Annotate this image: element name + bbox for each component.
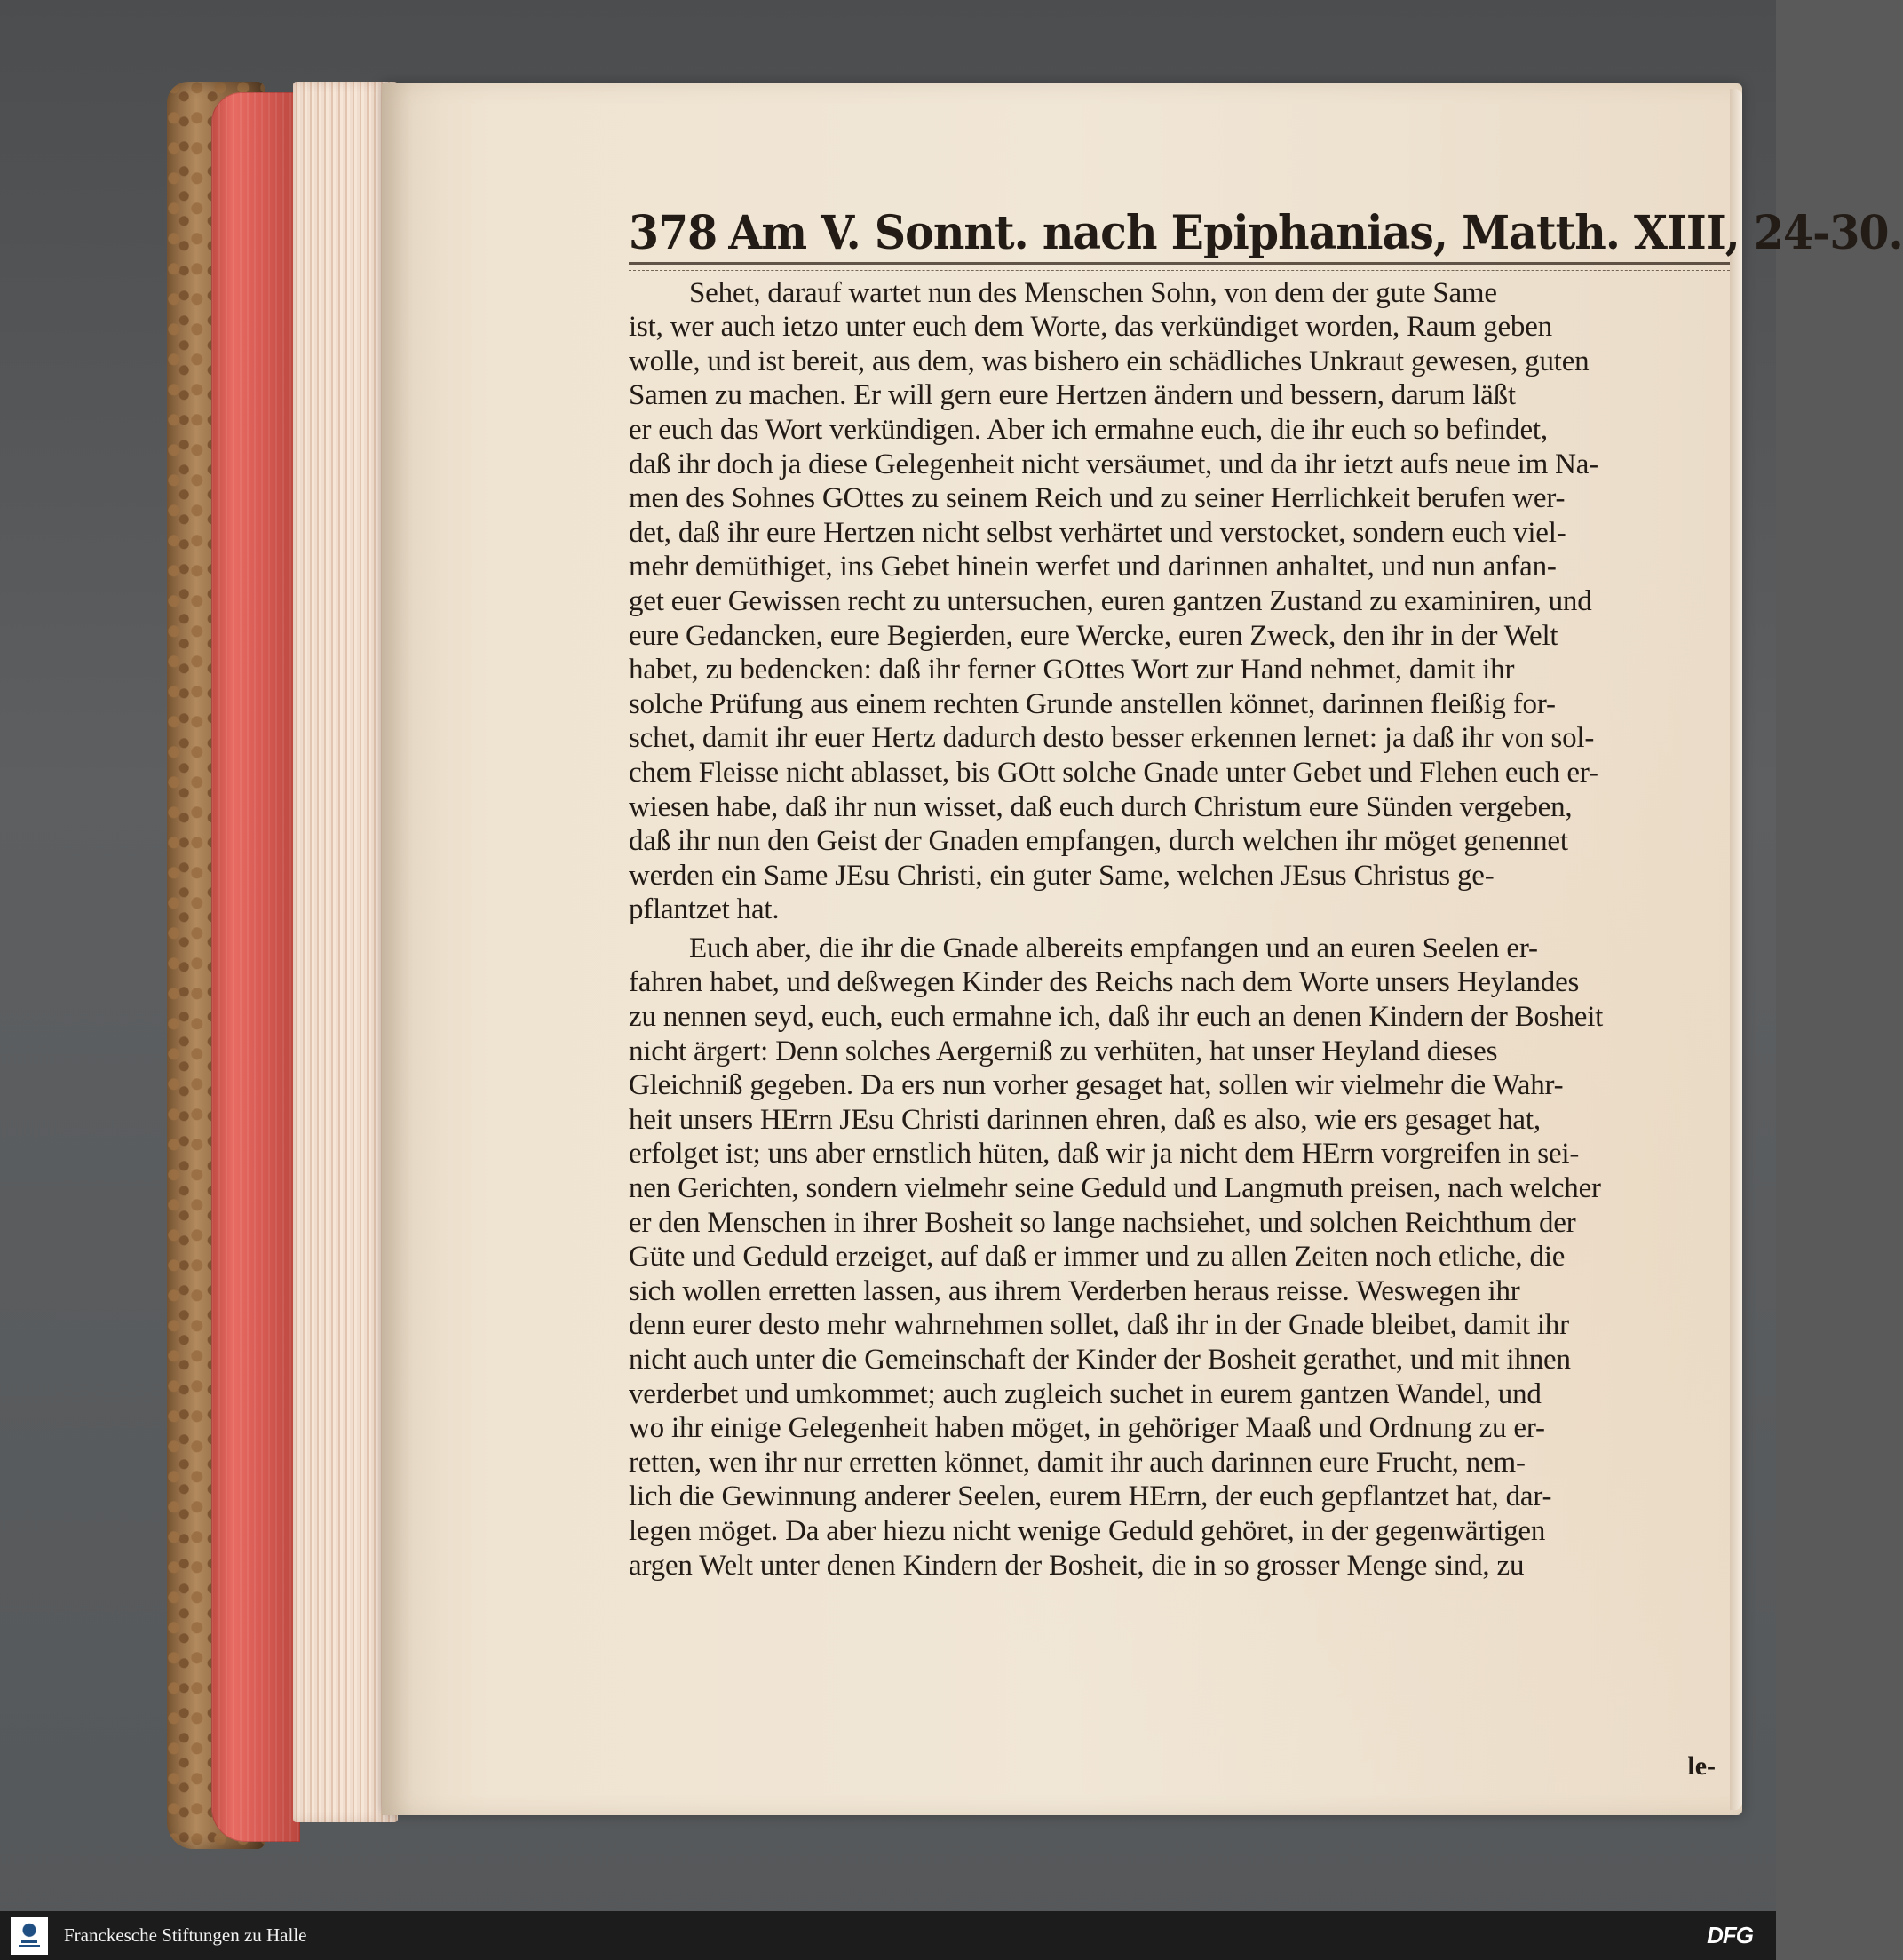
page-text-block [629, 206, 1903, 1781]
text-line: ist, wer auch ietzo unter euch dem Worte, das verkündiget worden, Raum geben [629, 311, 1552, 344]
text-line: verderbet und umkommet; auch zugleich suchet in eurem gantzen Wandel, und [629, 1377, 1542, 1410]
book-page [382, 83, 1903, 1815]
text-line: daß ihr nun den Geist der Gnaden empfangen, durch welchen ihr möget genennet [629, 825, 1568, 858]
text-line: er den Menschen in ihrer Bosheit so lange nachsiehet, und solchen Reichthum der [629, 1206, 1576, 1239]
header-rule [629, 262, 1730, 271]
viewer-footer [0, 1911, 1776, 1960]
text-line: det, daß ihr eure Hertzen nicht selbst verhärtet und verstocket, sondern euch viel- [629, 516, 1566, 549]
text-line: wiesen habe, daß ihr nun wisset, daß euch durch Christum eure Sünden vergeben, [629, 790, 1573, 823]
text-line: mehr demüthiget, ins Gebet hinein werfet und darinnen anhaltet, und nun anfan- [629, 551, 1557, 583]
funder-logo: DFG [1707, 1922, 1753, 1948]
text-line: solche Prüfung aus einem rechten Grunde anstellen könnet, darinnen fleißig for- [629, 687, 1556, 720]
text-line: retten, wen ihr nur erretten könnet, damit ihr auch darinnen eure Frucht, nem- [629, 1446, 1526, 1479]
text-line: erfolget ist; uns aber ernstlich hüten, daß wir ja nicht dem HErrn vorgreifen in sei- [629, 1138, 1580, 1170]
text-line: Samen zu machen. Er will gern eure Hertzen ändern und bessern, darum läßt [629, 379, 1516, 412]
text-line: werden ein Same JEsu Christi, ein guter Same, welchen JEsus Christus ge- [629, 859, 1495, 892]
text-line: argen Welt unter denen Kindern der Bosheit, die in so grosser Menge sind, zu [629, 1549, 1525, 1582]
text-line: legen möget. Da aber hiezu nicht wenige Geduld gehöret, in der gegenwärtigen [629, 1514, 1546, 1547]
text-line: denn eurer desto mehr wahrnehmen sollet, daß ihr in der Gnade bleibet, damit ihr [629, 1309, 1569, 1342]
running-header [629, 206, 1903, 260]
text-line: chem Fleisse nicht ablasset, bis GOtt solche Gnade unter Gebet und Flehen euch er- [629, 756, 1598, 789]
text-line: pflantzet hat. [629, 893, 780, 926]
catchword: le- [1687, 1751, 1716, 1781]
gutter-shadow [382, 83, 444, 1815]
text-line: Güte und Geduld erzeiget, auf daß er immer und zu allen Zeiten noch etliche, die [629, 1241, 1566, 1274]
text-line: wolle, und ist bereit, aus dem, was bishero ein schädliches Unkraut gewesen, guten [629, 345, 1590, 377]
page-right-edge [1730, 89, 1742, 1810]
text-line: schet, damit ihr euer Hertz dadurch desto besser erkennen lernet: ja daß ihr von sol- [629, 722, 1595, 755]
text-line: get euer Gewissen recht zu untersuchen, euren gantzen Zustand zu examiniren, und [629, 584, 1592, 617]
text-line: Sehet, darauf wartet nun des Menschen Sohn, von dem der gute Same [689, 276, 1497, 309]
red-page-edges [211, 92, 300, 1842]
text-line: er euch das Wort verkündigen. Aber ich ermahne euch, die ihr euch so befindet, [629, 413, 1548, 446]
text-line: men des Sohnes GOttes zu seinem Reich und zu seiner Herrlichkeit berufen wer- [629, 482, 1566, 515]
text-line: Gleichniß gegeben. Da ers nun vorher gesaget hat, sollen wir vielmehr die Wahr- [629, 1069, 1564, 1102]
building-icon [17, 1923, 42, 1949]
page-number: 378 [629, 206, 718, 260]
text-line: habet, zu bedencken: daß ihr ferner GOttes Wort zur Hand nehmet, damit ihr [629, 654, 1515, 686]
institution-logo [11, 1917, 48, 1955]
text-line: eure Gedancken, eure Begierden, eure Wercke, euren Zweck, den ihr in der Welt [629, 619, 1558, 652]
institution-name: Franckesche Stiftungen zu Halle [64, 1924, 307, 1946]
text-line: lich die Gewinnung anderer Seelen, eurem HErrn, der euch gepflantzet hat, dar- [629, 1480, 1552, 1513]
text-line: zu nennen seyd, euch, euch ermahne ich, daß ihr euch an denen Kindern der Bosheit [629, 1001, 1604, 1034]
text-line: nen Gerichten, sondern vielmehr seine Geduld und Langmuth preisen, nach welcher [629, 1172, 1601, 1205]
text-line: nicht auch unter die Gemeinschaft der Kinder der Bosheit gerathet, und mit ihnen [629, 1344, 1571, 1376]
page-heading: Am V. Sonnt. nach Epiphanias, Matth. XIII, 24-30. [728, 206, 1903, 260]
text-line: Euch aber, die ihr die Gnade albereits empfangen und an euren Seelen er- [689, 932, 1538, 964]
text-line: daß ihr doch ja diese Gelegenheit nicht versäumet, und da ihr ietzt aufs neue im Na- [629, 448, 1598, 480]
text-line: wo ihr einige Gelegenheit haben möget, in gehöriger Maaß und Ordnung zu er- [629, 1412, 1545, 1445]
paragraph-1 [629, 276, 1730, 927]
text-line: heit unsers HErrn JEsu Christi darinnen ehren, daß es also, wie ers gesaget hat, [629, 1103, 1541, 1136]
paragraph-2 [629, 932, 1730, 1583]
text-line: nicht ärgert: Denn solches Aergerniß zu verhüten, hat unser Heyland dieses [629, 1035, 1498, 1067]
text-line: sich wollen erretten lassen, aus ihrem Verderben heraus reisse. Weswegen ihr [629, 1274, 1520, 1307]
text-line: fahren habet, und deßwegen Kinder des Reichs nach dem Worte unsers Heylandes [629, 966, 1580, 999]
